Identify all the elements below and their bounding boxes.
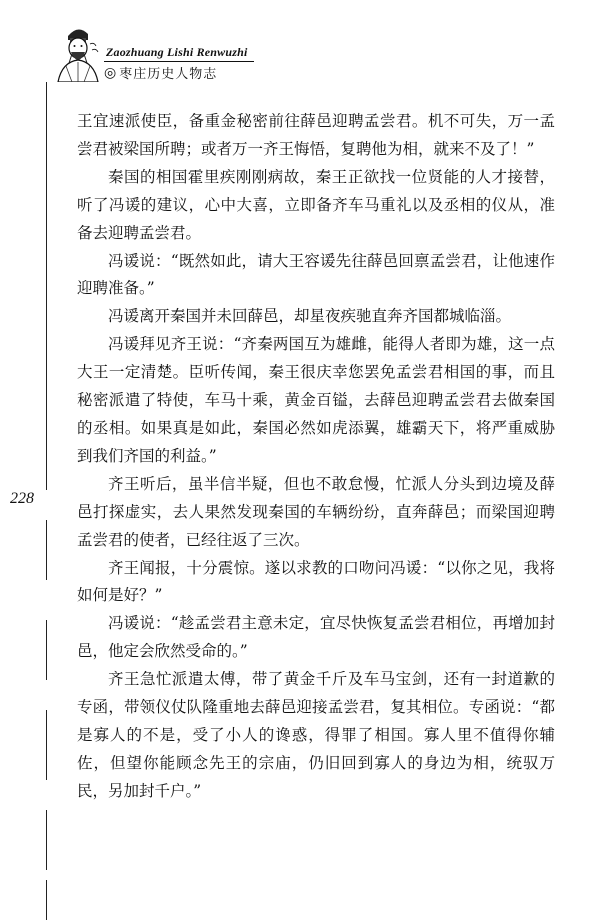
header-rule xyxy=(104,61,254,62)
margin-rule xyxy=(46,620,47,680)
series-latin-title: Zaozhuang Lishi Renwuzhi xyxy=(106,45,248,59)
margin-rule xyxy=(46,880,47,920)
paragraph: 冯谖说：“趁孟尝君主意未定，宜尽快恢复孟尝君相位，再增加封邑，他定会欣然受命的。” xyxy=(77,614,555,661)
paragraph: 冯谖拜见齐王说：“齐秦两国互为雄雌，能得人者即为雄，这一点大王一定清楚。臣听传闻，秦王很庆幸您罢免孟尝君相国的事，而且秘密派遣了特使，车马十乘，黄金百镒，去薛邑迎聘孟尝君去做秦国的丞相。如果真是如此，秦国必然如虎添翼，雄霸天下，将严重威胁到我们齐国的利益。” xyxy=(77,335,555,465)
margin-rule xyxy=(46,710,47,780)
paragraph: 齐王急忙派遣太傅，带了黄金千斤及车马宝剑，还有一封道歉的专函，带领仪仗队隆重地去薛邑迎接孟尝君，复其相位。专函说：“都是寡人的不是，受了小人的谗惑，得罪了相国。寡人里不值得你辅佐，但望你能顾念先王的宗庙，仍旧回到寡人的身边为相，统驭万民，另加封千户。” xyxy=(77,670,555,800)
series-title xyxy=(104,63,217,82)
margin-rule xyxy=(46,520,47,580)
paragraph: 王宜速派使臣，备重金秘密前往薛邑迎聘孟尝君。机不可失，万一孟尝君被梁国所聘；或者万一齐王悔悟，复聘他为相，就来不及了！” xyxy=(77,112,555,158)
paragraph: 齐王闻报，十分震惊。遂以求教的口吻问冯谖：“以你之见，我将如何是好？” xyxy=(77,558,555,605)
body-text xyxy=(77,108,555,806)
paragraph: 齐王听后，虽半信半疑，但也不敢怠慢，忙派人分头到边境及薛邑打探虚实，去人果然发现秦国的车辆纷纷，直奔薛邑；而梁国迎聘孟尝君的使者，已经往返了三次。 xyxy=(77,474,555,549)
scholar-portrait-icon xyxy=(54,22,102,82)
paragraph: 冯谖离开秦国并未回薛邑，却星夜疾驰直奔齐国都城临淄。 xyxy=(108,307,512,326)
paragraph: 冯谖说：“既然如此，请大王容谖先往薛邑回禀孟尝君，让他速作迎聘准备。” xyxy=(77,251,555,298)
margin-rule xyxy=(46,82,47,120)
margin-rule xyxy=(46,810,47,870)
page-number: 228 xyxy=(10,490,34,507)
margin-rule xyxy=(46,118,47,490)
paragraph: 秦国的相国霍里疾刚刚病故，秦王正欲找一位贤能的人才接替，听了冯谖的建议，心中大喜，立即备齐车马重礼以及丞相的仪从，准备去迎聘孟尝君。 xyxy=(77,167,555,242)
series-title-text: 枣庄历史人物志 xyxy=(119,67,218,82)
series-mark: ◎ xyxy=(104,64,118,81)
